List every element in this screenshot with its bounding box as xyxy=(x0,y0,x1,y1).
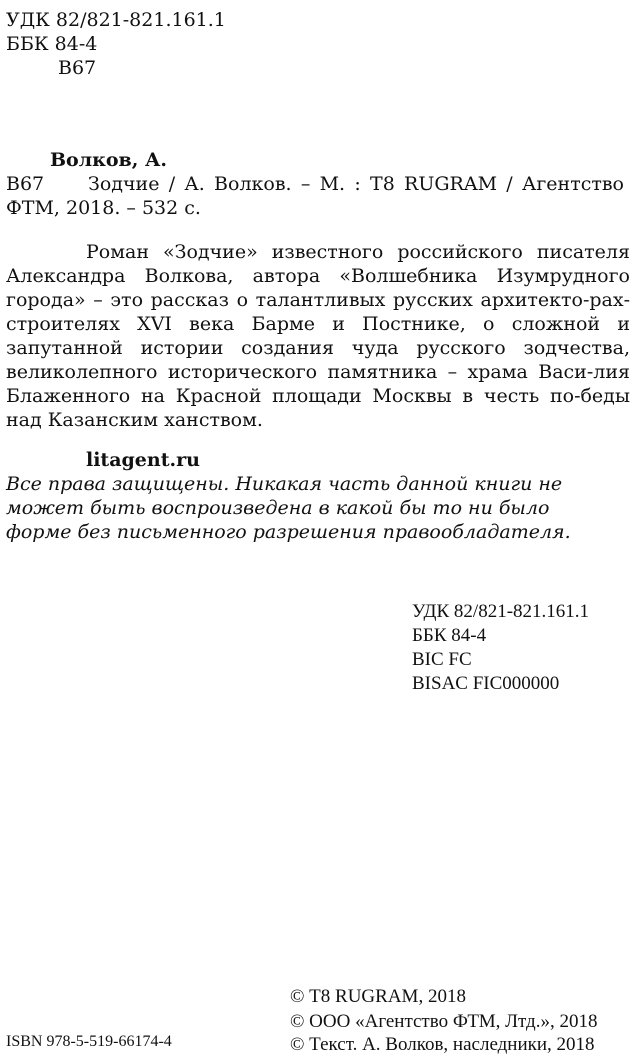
catalog-line-2: ФТМ, 2018. – 532 с. xyxy=(6,197,201,219)
annotation-line: Блаженного на Красной площади Москвы в честь по-беды xyxy=(6,385,630,407)
catalog-line-1: Зодчие / А. Волков. – М. : Т8 RUGRAM / Агентство xyxy=(88,173,624,195)
author-code-top: В67 xyxy=(58,57,97,79)
rights-line: может быть воспроизведена в какой бы то ни было xyxy=(6,497,550,519)
bic-code: BIC FC xyxy=(412,649,472,670)
catalog-author: Волков, А. xyxy=(50,149,168,171)
annotation-line: великолепного исторического памятника – храма Васи-лия xyxy=(6,361,630,383)
annotation-line: Александра Волкова, автора «Волшебника Изумрудного xyxy=(6,265,630,287)
udk-code-top: УДК 82/821-821.161.1 xyxy=(6,9,226,31)
isbn: ISBN 978-5-519-66174-4 xyxy=(6,1033,172,1050)
copyright-line-1: © Т8 RUGRAM, 2018 xyxy=(290,986,466,1007)
annotation-line: над Казанским ханством. xyxy=(6,409,263,431)
udk-code-bottom: УДК 82/821-821.161.1 xyxy=(412,601,590,622)
bbk-code-top: ББК 84-4 xyxy=(6,33,98,55)
copyright-line-3: © Текст. А. Волков, наследники, 2018 xyxy=(290,1034,595,1055)
annotation-line: города» – это рассказ о талантливых русских архитекто-рах- xyxy=(6,289,630,311)
catalog-code: В67 xyxy=(6,173,45,195)
bisac-code: BISAC FIC000000 xyxy=(412,673,560,694)
annotation-line: запутанной истории создания чуда русского зодчества, xyxy=(6,337,630,359)
annotation-line: Роман «Зодчие» известного российского писателя xyxy=(86,241,630,263)
site-link[interactable]: litagent.ru xyxy=(86,449,200,471)
rights-line: форме без письменного разрешения правообладателя. xyxy=(6,521,571,543)
bbk-code-bottom: ББК 84-4 xyxy=(412,625,487,646)
rights-line: Все права защищены. Никакая часть данной книги не xyxy=(6,473,563,495)
copyright-line-2: © ООО «Агентство ФТМ, Лтд.», 2018 xyxy=(290,1011,598,1032)
annotation-line: строителях XVI века Барме и Постнике, о сложной и xyxy=(6,313,630,335)
